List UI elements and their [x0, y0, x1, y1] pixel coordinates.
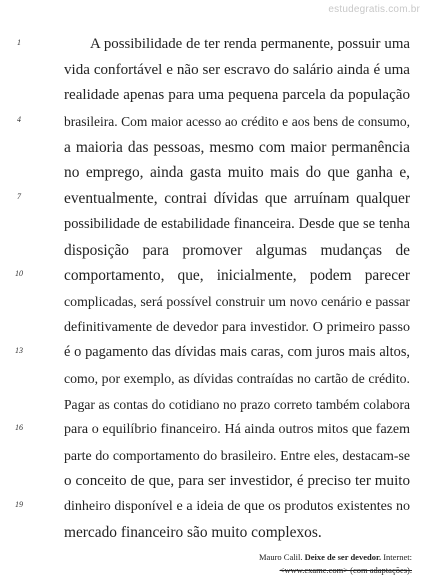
text-line-3: realidade apenas para uma pequena parcela da população [64, 87, 410, 104]
text-line-7: eventualmente, contrai dívidas que arruínam qualquer [64, 190, 410, 208]
text-line-18: o conceito de que, para ser investidor, é preciso ter muito [64, 472, 410, 489]
text-line-6: no emprego, ainda gasta muito mais do que ganha e, [64, 164, 410, 182]
line-number-10: 10 [15, 269, 23, 278]
text-line-10: comportamento, que, inicialmente, podem parecer [64, 267, 410, 285]
source-medium: Internet: [383, 552, 412, 562]
line-number-16: 16 [15, 423, 23, 432]
text-line-9: disposição para promover algumas mudanças de [64, 241, 410, 259]
watermark: estudegratis.com.br [328, 4, 420, 15]
line-number-13: 13 [15, 346, 23, 355]
text-line-19: dinheiro disponível e a ideia de que os produtos existentes no [64, 498, 410, 515]
line-number-7: 7 [17, 192, 21, 201]
body-text [64, 32, 410, 546]
line-number-19: 19 [15, 500, 23, 509]
text-line-11: complicadas, será possível construir um novo cenário e passar [64, 293, 410, 309]
text-line-16: para o equilíbrio financeiro. Há ainda outros mitos que fazem [64, 422, 410, 438]
source-url: <www.exame.com> (com adaptações). [279, 565, 412, 575]
source-title: Deixe de ser devedor. [304, 552, 382, 562]
source-citation-line-1 [259, 551, 412, 564]
text-line-14: como, por exemplo, as dívidas contraídas no cartão de crédito. [64, 370, 410, 386]
text-line-13: é o pagamento das dívidas mais caras, com juros mais altos, [64, 344, 410, 361]
text-line-17: parte do comportamento do brasileiro. Entre eles, destacam-se [64, 448, 410, 463]
source-citation-line-2 [259, 564, 412, 577]
line-number-1: 1 [17, 38, 21, 47]
text-line-12: definitivamente de devedor para investidor. O primeiro passo [64, 318, 410, 335]
text-line-5: a maioria das pessoas, mesmo com maior permanência [64, 138, 410, 156]
text-line-15: Pagar as contas do cotidiano no prazo correto também colabora [64, 396, 410, 412]
text-line-20: mercado financeiro são muito complexos. [64, 524, 322, 542]
text-line-2: vida confortável e não ser escravo do salário ainda é uma [64, 61, 410, 78]
source-citation [259, 551, 412, 577]
text-line-8: possibilidade de estabilidade financeira. Desde que se tenha [64, 215, 410, 232]
line-number-4: 4 [17, 115, 21, 124]
text-line-1: A possibilidade de ter renda permanente, possuir uma [90, 36, 410, 52]
source-author: Mauro Calil. [259, 552, 303, 562]
text-line-4: brasileira. Com maior acesso ao crédito e aos bens de consumo, [64, 114, 410, 130]
